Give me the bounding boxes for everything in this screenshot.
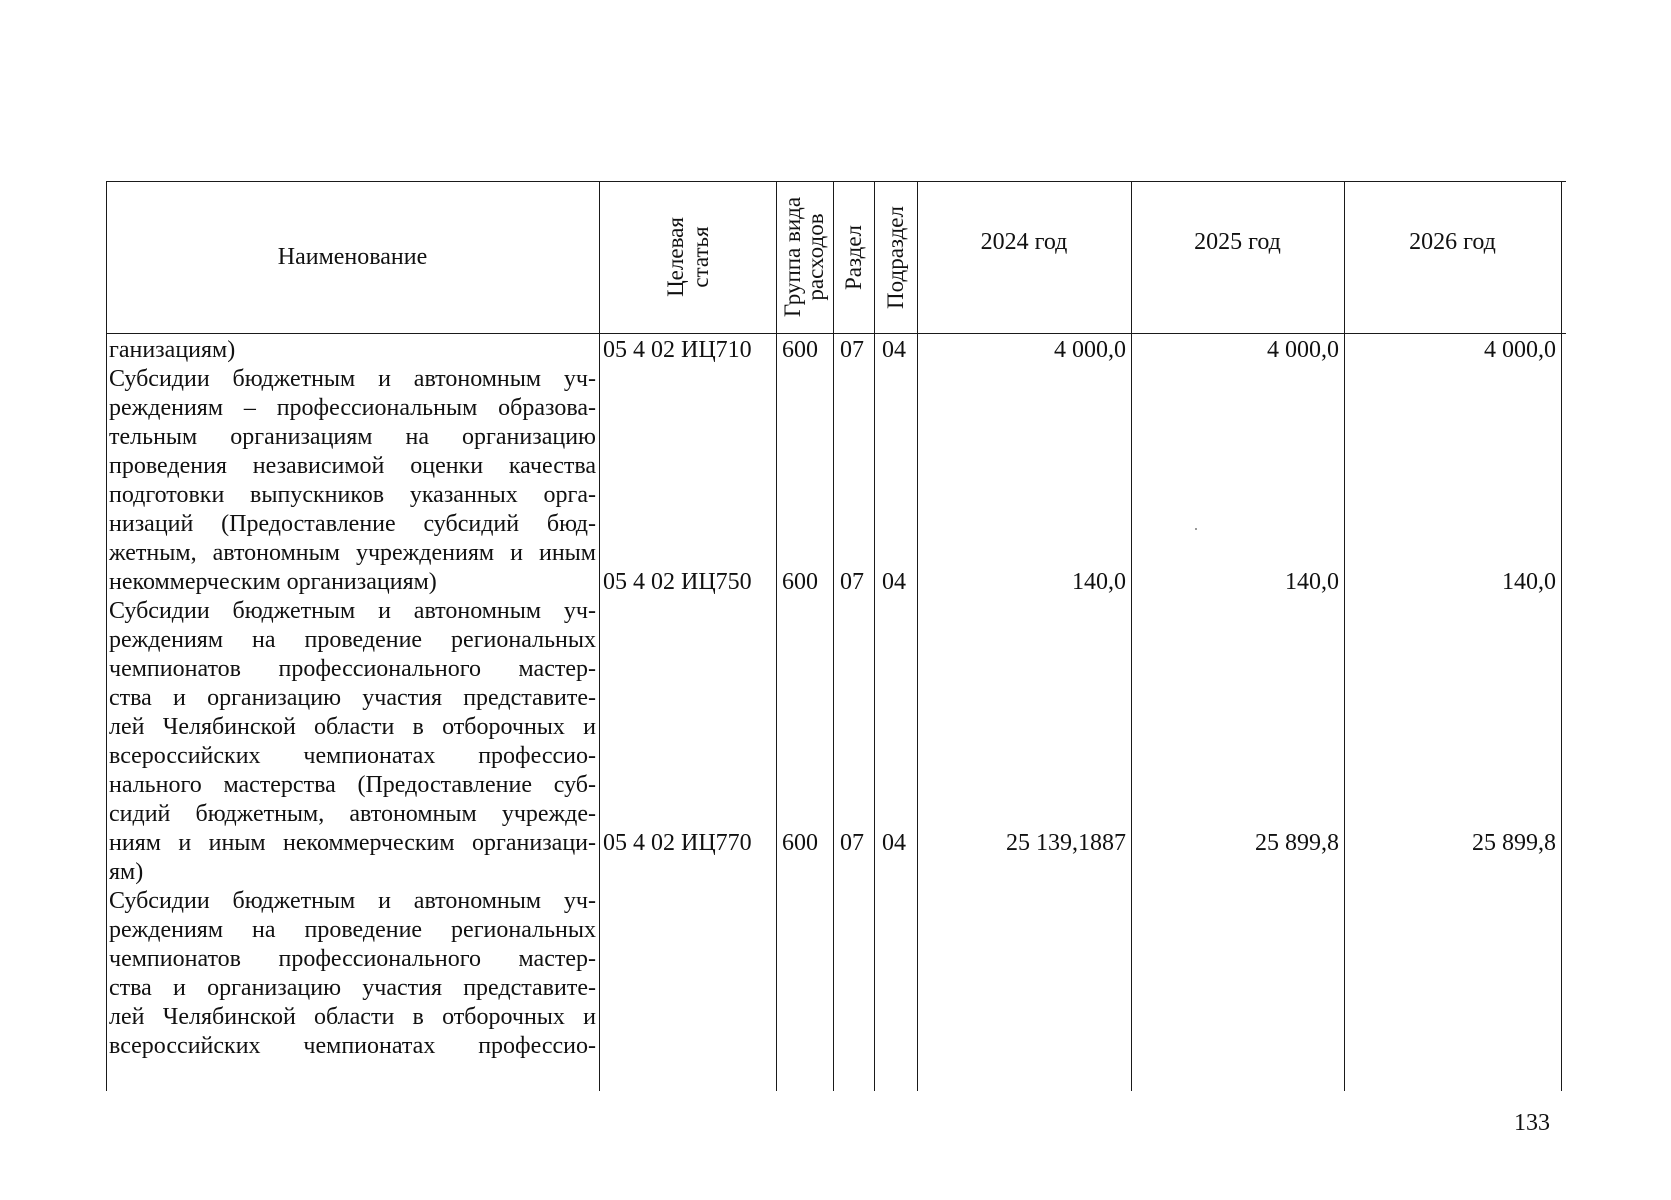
header-bottom-border bbox=[106, 333, 1566, 334]
amount-2025-cell: 25 899,8 bbox=[1255, 830, 1339, 856]
amount-2024-cell: 25 139,1887 bbox=[1006, 830, 1126, 856]
expense-group-cell: 600 bbox=[782, 337, 818, 363]
section-cell: 07 bbox=[840, 830, 864, 856]
column-border bbox=[1561, 181, 1562, 1091]
name-line: реждениям – профессиональным образова- bbox=[109, 395, 596, 421]
target-article-cell: 05 4 02 ИЦ750 bbox=[603, 569, 752, 595]
name-line: сидий бюджетным, автономным учрежде- bbox=[109, 801, 596, 827]
amount-2026-cell: 140,0 bbox=[1502, 569, 1556, 595]
name-line: ям) bbox=[109, 859, 144, 885]
header-expense-group: Группа вида расходов bbox=[780, 196, 829, 318]
header-name: Наименование bbox=[277, 244, 428, 270]
name-line: всероссийских чемпионатах профессио- bbox=[109, 743, 596, 769]
name-line: чемпионатов профессионального мастер- bbox=[109, 946, 596, 972]
section-cell: 07 bbox=[840, 337, 864, 363]
name-line: ства и организацию участия представите- bbox=[109, 685, 596, 711]
subsection-cell: 04 bbox=[882, 337, 906, 363]
amount-2025-cell: 140,0 bbox=[1285, 569, 1339, 595]
header-year-2024: 2024 год bbox=[980, 229, 1068, 255]
name-line: лей Челябинской области в отборочных и bbox=[109, 714, 596, 740]
name-line: низаций (Предоставление субсидий бюд- bbox=[109, 511, 596, 537]
name-line: чемпионатов профессионального мастер- bbox=[109, 656, 596, 682]
subsection-cell: 04 bbox=[882, 569, 906, 595]
subsection-cell: 04 bbox=[882, 830, 906, 856]
header-subsection: Подраздел bbox=[883, 205, 909, 309]
name-line: реждениям на проведение региональных bbox=[109, 917, 596, 943]
amount-2026-cell: 4 000,0 bbox=[1484, 337, 1556, 363]
name-line: ниям и иным некоммерческим организаци- bbox=[109, 830, 596, 856]
name-line: лей Челябинской области в отборочных и bbox=[109, 1004, 596, 1030]
name-line: ства и организацию участия представите- bbox=[109, 975, 596, 1001]
amount-2025-cell: 4 000,0 bbox=[1267, 337, 1339, 363]
name-column bbox=[106, 336, 596, 1061]
name-line: Субсидии бюджетным и автономным уч- bbox=[109, 366, 596, 392]
name-line: Субсидии бюджетным и автономным уч- bbox=[109, 888, 596, 914]
name-line: ганизациям) bbox=[109, 337, 236, 363]
expense-group-cell: 600 bbox=[782, 569, 818, 595]
page-number: 133 bbox=[1514, 1110, 1550, 1136]
target-article-cell: 05 4 02 ИЦ710 bbox=[603, 337, 752, 363]
name-line: подготовки выпускников указанных орга- bbox=[109, 482, 596, 508]
header-year-2026: 2026 год bbox=[1409, 229, 1496, 255]
name-line: нального мастерства (Предоставление суб- bbox=[109, 772, 596, 798]
amount-2026-cell: 25 899,8 bbox=[1472, 830, 1556, 856]
amount-2024-cell: 140,0 bbox=[1072, 569, 1126, 595]
name-line: реждениям на проведение региональных bbox=[109, 627, 596, 653]
section-cell: 07 bbox=[840, 569, 864, 595]
header-target-article: Целевая статья bbox=[662, 217, 713, 297]
scan-speck bbox=[1195, 528, 1197, 530]
header-section: Раздел bbox=[841, 224, 866, 290]
expense-group-cell: 600 bbox=[782, 830, 818, 856]
budget-table bbox=[106, 181, 1566, 1091]
header-year-2025: 2025 год bbox=[1194, 229, 1281, 255]
name-line: жетным, автономным учреждениям и иным bbox=[109, 540, 596, 566]
name-line: некоммерческим организациям) bbox=[109, 569, 437, 595]
name-line: всероссийских чемпионатах профессио- bbox=[109, 1033, 596, 1059]
name-line: Субсидии бюджетным и автономным уч- bbox=[109, 598, 596, 624]
name-line: тельным организациям на организацию bbox=[109, 424, 596, 450]
name-line: проведения независимой оценки качества bbox=[109, 453, 596, 479]
amount-2024-cell: 4 000,0 bbox=[1054, 337, 1126, 363]
target-article-cell: 05 4 02 ИЦ770 bbox=[603, 830, 752, 856]
